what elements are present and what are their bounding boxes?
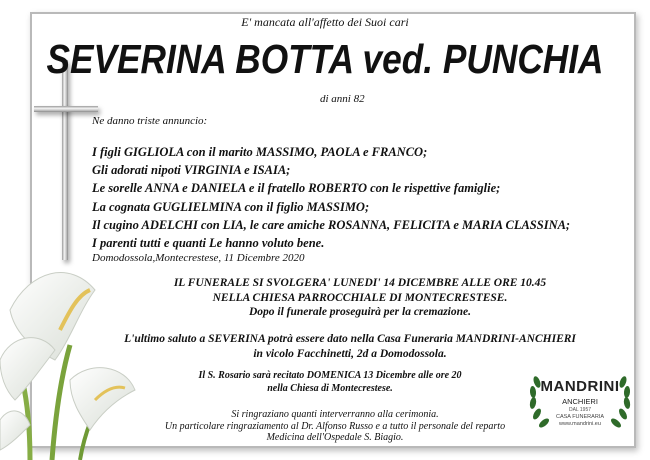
- funeral-home-logo: [525, 370, 635, 440]
- rosary-info: [150, 370, 510, 395]
- place-date: Domodossola,Montecrestese, 11 Dicembre 2020: [92, 252, 305, 264]
- intro-line: E' mancata all'affetto dei Suoi cari: [241, 15, 409, 29]
- logo-website: www.mandrini.eu: [559, 421, 601, 427]
- logo-subtitle: ANCHIERI: [562, 397, 598, 406]
- thanks-line: Si ringraziano quanti interverranno alla cerimonia.: [231, 409, 439, 420]
- deceased-name: SEVERINA BOTTA ved. PUNCHIA: [46, 36, 604, 82]
- farewell-line: in vicolo Facchinetti, 2d a Domodossola.: [253, 347, 447, 360]
- thanks-line: Un particolare ringraziamento al Dr. Alfonso Russo e a tutto il personale del reparto: [164, 420, 506, 432]
- thanks-line: Medicina dell'Ospedale S. Biagio.: [266, 432, 404, 443]
- farewell-info: [95, 332, 605, 361]
- family-line: Il cugino ADELCHI con LIA, le care amiche ROSANNA, FELICITA e MARIA CLASSINA;: [92, 217, 571, 232]
- farewell-line: L'ultimo saluto a SEVERINA potrà essere dato nella Casa Funeraria MANDRINI-ANCHIERI: [124, 333, 576, 345]
- family-list: [92, 143, 570, 252]
- announce-line: Ne danno triste annuncio:: [92, 115, 208, 127]
- funeral-line: NELLA CHIESA PARROCCHIALE DI MONTECRESTESE.: [212, 291, 508, 304]
- logo-brand: MANDRINI: [540, 378, 620, 395]
- logo-casa: CASA FUNERARIA: [556, 414, 604, 420]
- family-line: Gli adorati nipoti VIRGINIA e ISAIA;: [92, 163, 291, 178]
- family-line: I parenti tutti e quanti Le hanno voluto bene.: [92, 236, 325, 251]
- family-line: Le sorelle ANNA e DANIELA e il fratello ROBERTO con le rispettive famiglie;: [92, 181, 501, 196]
- age-line: di anni 82: [320, 93, 365, 105]
- funeral-line: IL FUNERALE SI SVOLGERA' LUNEDI' 14 DICEMBRE ALLE ORE 10.45: [173, 277, 547, 289]
- rosary-line: Il S. Rosario sarà recitato DOMENICA 13 Dicembre alle ore 20: [198, 370, 462, 381]
- rosary-line: nella Chiesa di Montecrestese.: [267, 382, 393, 394]
- logo-since: DAL 1957: [568, 407, 592, 413]
- family-line: I figli GIGLIOLA con il marito MASSIMO, PAOLA e FRANCO;: [92, 145, 428, 159]
- family-line: La cognata GUGLIELMINA con il figlio MASSIMO;: [92, 199, 370, 214]
- funeral-info: [130, 276, 590, 320]
- funeral-line: Dopo il funerale proseguirà per la cremazione.: [248, 306, 471, 318]
- thanks-info: [130, 409, 540, 444]
